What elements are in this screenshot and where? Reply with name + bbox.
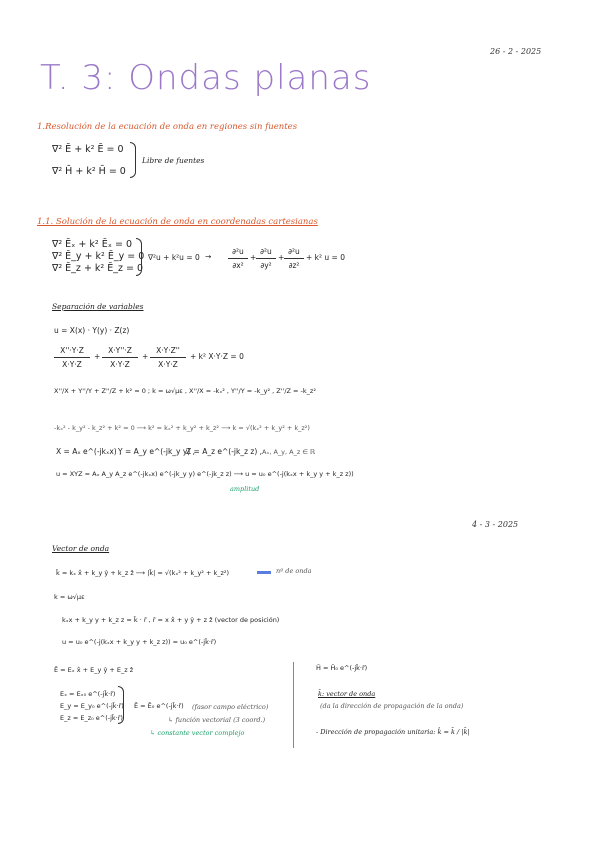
wave-number-note: nº de onda: [276, 567, 312, 575]
eq-magnetic-phasor: H̄ = H̄₀ e^(-jk̄·r̄): [316, 664, 368, 672]
eq-product-solution: u = X(x) · Y(y) · Z(z): [54, 326, 130, 335]
eq-field-vector: Ē = Eₓ x̂ + E_y ŷ + E_z ẑ: [54, 666, 134, 674]
note-vector-function: ↳ función vectorial (3 coord.): [168, 716, 266, 724]
eq-electric-helmholtz: ∇² Ē + k² Ē = 0: [52, 144, 124, 155]
eq-tail: + k² X·Y·Z = 0: [190, 352, 244, 361]
brace: [118, 686, 124, 724]
plus-sign: +: [94, 352, 101, 361]
page-title: T. 3: Ondas planas: [40, 58, 372, 98]
wave-vector-note: (da la dirección de propagación de la onda): [320, 702, 464, 710]
date-1: 26 - 2 - 2025: [490, 47, 542, 56]
eq-general-solution: u = XYZ = Aₓ A_y A_z e^(-jkₓx) e^(-jk_y y) e^(-jk_z z) ⟶ u = u₀ e^(-j(kₓx + k_y y + k_z z)): [56, 470, 354, 478]
fraction-d2u-dz2: ∂²u ∂z²: [284, 247, 304, 270]
date-2: 4 - 3 - 2025: [472, 520, 519, 529]
eq-expanded-tail: + k² u = 0: [306, 253, 345, 262]
fraction-x-term: X''·Y·Z X·Y·Z: [54, 346, 90, 369]
section-1-heading: 1.Resolución de la ecuación de onda en regiones sin fuentes: [37, 122, 298, 132]
eq-dispersion: -kₓ² - k_y² - k_z² + k² = 0 ⟶ k² = kₓ² + k_y² + k_z² ⟶ k = √(kₓ² + k_y² + k_z²): [54, 424, 310, 432]
fraction-d2u-dy2: ∂²u ∂y²: [256, 247, 276, 270]
plus-sign: +: [142, 352, 149, 361]
eq-magnetic-helmholtz: ∇² H̄ + k² H̄ = 0: [52, 166, 126, 177]
eq-wave-number: k = ω√με: [54, 593, 85, 601]
separation-heading: Separación de variables: [52, 302, 144, 311]
eq-plane-wave: u = u₀ e^(-j(kₓx + k_y y + k_z z)) = u₀ e^(-jk̄·r̄): [62, 638, 217, 646]
fraction-z-term: X·Y·Z'' X·Y·Z: [150, 346, 186, 369]
brace: [130, 142, 136, 178]
arrow: →: [205, 252, 212, 261]
eq-y-solution: Y = A_y e^(-jk_y y) ,: [118, 447, 195, 456]
eq-ez-component: E_z = E_z₀ e^(-jk̄·r̄): [60, 714, 123, 722]
note-complex-constant: ↳ constante vector complejo: [150, 729, 245, 737]
eq-z-solution: Z = A_z e^(-jk_z z) ,: [186, 447, 263, 456]
eq-x-solution: X = Aₓ e^(-jkₓx) ,: [56, 447, 122, 456]
arrow-icon: [257, 571, 271, 574]
eq-cartesian-x: ∇² Ēₓ + k² Ēₓ = 0: [52, 239, 132, 250]
note-phasor: (fasor campo eléctrico): [192, 703, 269, 711]
eq-constants-real: Aₓ, A_y, A_z ∈ ℝ: [262, 448, 316, 456]
eq-cartesian-y: ∇² Ē_y + k² Ē_y = 0: [52, 251, 145, 262]
amplitude-note: amplitud: [230, 485, 260, 493]
eq-scalar-helmholtz: ∇²u + k²u = 0: [148, 253, 200, 262]
eq-cartesian-z: ∇² Ē_z + k² Ē_z = 0: [52, 263, 144, 274]
brace: [136, 238, 142, 276]
wave-vector-label: k̄: vector de onda: [318, 690, 376, 698]
eq-field-phasor: Ē = Ē₀ e^(-jk̄·r̄): [134, 702, 184, 710]
fraction-y-term: X·Y''·Z X·Y·Z: [102, 346, 138, 369]
plus-sign: +: [250, 253, 257, 262]
brace-note: Libre de fuentes: [142, 156, 205, 165]
section-1-1-heading: 1.1. Solución de la ecuación de onda en coordenadas cartesianas: [37, 217, 318, 227]
eq-separated: X''/X + Y''/Y + Z''/Z + k² = 0 ; k = ω√με , X''/X = -kₓ² , Y''/Y = -k_y² , Z''/Z = -k_z²: [54, 387, 316, 395]
eq-ex-component: Eₓ = Eₓ₀ e^(-jk̄·r̄): [60, 690, 116, 698]
eq-ey-component: E_y = E_y₀ e^(-jk̄·r̄): [60, 702, 124, 710]
fraction-d2u-dx2: ∂²u ∂x²: [228, 247, 248, 270]
eq-wave-vector: k̄ = kₓ x̂ + k_y ŷ + k_z ẑ ⟶ |k̄| = √(kₓ² + k_y² + k_z²): [56, 569, 230, 577]
plus-sign: +: [278, 253, 285, 262]
eq-dot-product: kₓx + k_y y + k_z z = k̄ · r̄ , r̄ = x x̂ + y ŷ + z ẑ (vector de posición): [62, 616, 280, 624]
wave-vector-heading: Vector de onda: [52, 544, 110, 553]
column-divider: [293, 662, 294, 748]
propagation-direction: - Dirección de propagación unitaria: k̂ = k̄ / |k̄|: [316, 728, 470, 736]
